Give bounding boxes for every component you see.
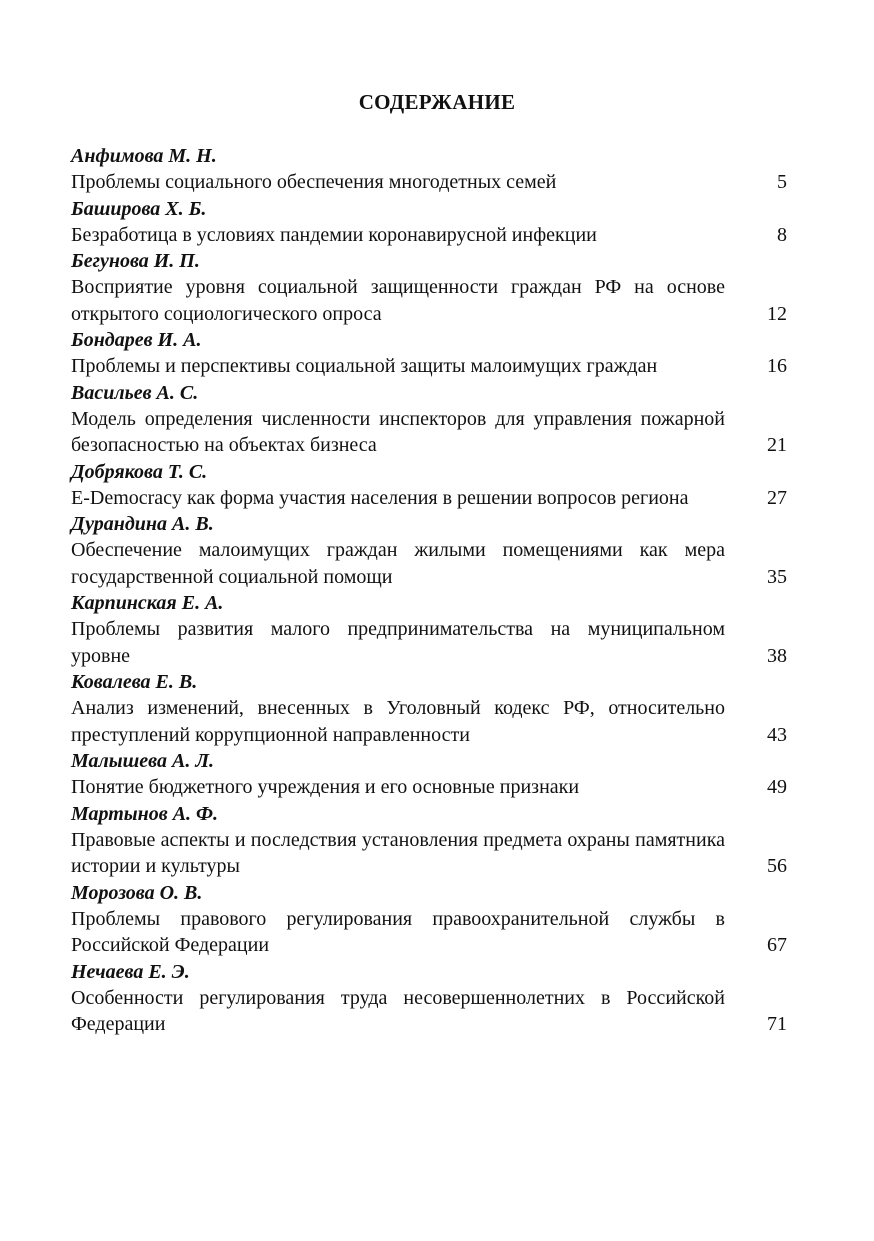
entry-author: Добрякова Т. С.: [71, 460, 208, 483]
entry-title: Восприятие уровня социальной защищенности граждан РФ на основе открытого социологического опроса: [71, 276, 725, 325]
toc-entry[interactable]: [71, 143, 787, 196]
entry-article: [71, 406, 787, 459]
entry-page-number: 56: [767, 855, 787, 877]
entry-page-number: 49: [767, 776, 787, 798]
entry-article: [71, 906, 787, 959]
entry-author: Бегунова И. П.: [71, 250, 200, 272]
toc-entry[interactable]: [71, 669, 787, 748]
entry-page-number: 5: [777, 171, 787, 193]
entry-page-number: 12: [767, 302, 787, 325]
entry-article: [71, 274, 787, 327]
entry-author: Баширова Х. Б.: [71, 197, 207, 220]
entry-page-number: 21: [767, 434, 787, 456]
toc-entry[interactable]: [71, 801, 787, 880]
entry-title: Безработица в условиях пандемии коронавирусной инфекции: [71, 223, 597, 246]
toc-entry[interactable]: [71, 959, 787, 1038]
entry-page-number: 16: [767, 355, 787, 377]
entry-article: [71, 695, 787, 748]
toc-entry[interactable]: [71, 880, 787, 959]
toc-entry[interactable]: [71, 327, 787, 380]
entry-article: [71, 169, 787, 196]
page-title: СОДЕРЖАНИЕ: [358, 90, 516, 114]
entry-article: [71, 485, 787, 512]
entry-article: [71, 537, 787, 590]
entry-page-number: 43: [767, 723, 787, 746]
entry-title: E-Democracy как форма участия населения в решении вопросов региона: [71, 486, 689, 509]
entry-page-number: 38: [767, 644, 787, 667]
toc-entry[interactable]: [71, 196, 787, 249]
entry-title: Проблемы социального обеспечения многодетных семей: [71, 171, 557, 193]
entry-title: Проблемы правового регулирования правоохранительной службы в Российской Федерации: [71, 907, 725, 956]
entry-title: Проблемы развития малого предпринимательства на муниципальном уровне: [71, 618, 725, 667]
entry-page-number: 67: [767, 934, 787, 956]
toc-entry[interactable]: [71, 590, 787, 669]
entry-author: Нечаева Е. Э.: [71, 960, 190, 983]
entry-author: Дурандина А. В.: [71, 513, 214, 535]
toc-entry[interactable]: [71, 748, 787, 801]
entry-page-number: 8: [777, 223, 787, 246]
entry-author: Морозова О. В.: [71, 881, 203, 904]
toc-entry[interactable]: [71, 511, 787, 590]
entry-article: [71, 985, 787, 1038]
entry-author: Малышева А. Л.: [71, 750, 215, 772]
entry-title: Понятие бюджетного учреждения и его основные признаки: [71, 776, 580, 798]
entry-article: [71, 827, 787, 880]
entry-article: [71, 353, 787, 380]
entry-author: Анфимова М. Н.: [71, 145, 217, 167]
entry-title: Проблемы и перспективы социальной защиты малоимущих граждан: [71, 355, 658, 377]
entry-author: Ковалева Е. В.: [71, 671, 198, 693]
toc-entry[interactable]: [71, 380, 787, 459]
entry-article: [71, 616, 787, 669]
entry-author: Карпинская Е. А.: [71, 592, 224, 614]
entry-title: Модель определения численности инспекторов для управления пожарной безопасностью на объектах бизнеса: [71, 407, 725, 456]
entry-title: Анализ изменений, внесенных в Уголовный кодекс РФ, относительно преступлений коррупционной направленности: [71, 697, 725, 746]
toc-entry[interactable]: [71, 248, 787, 327]
entry-title: Особенности регулирования труда несовершеннолетних в Российской Федерации: [71, 986, 725, 1035]
entry-page-number: 27: [767, 486, 787, 509]
entry-title: Обеспечение малоимущих граждан жилыми помещениями как мера государственной социальной помощи: [71, 539, 725, 588]
entry-page-number: 35: [767, 565, 787, 588]
entry-author: Мартынов А. Ф.: [71, 802, 219, 825]
entry-title: Правовые аспекты и последствия установления предмета охраны памятника истории и культуры: [71, 828, 725, 877]
entry-author: Васильев А. С.: [71, 381, 199, 404]
entry-page-number: 71: [767, 1013, 787, 1035]
entry-article: [71, 222, 787, 249]
toc-entry[interactable]: [71, 459, 787, 512]
entry-author: Бондарев И. А.: [71, 329, 202, 351]
entry-article: [71, 774, 787, 801]
table-of-contents: [71, 143, 787, 1038]
